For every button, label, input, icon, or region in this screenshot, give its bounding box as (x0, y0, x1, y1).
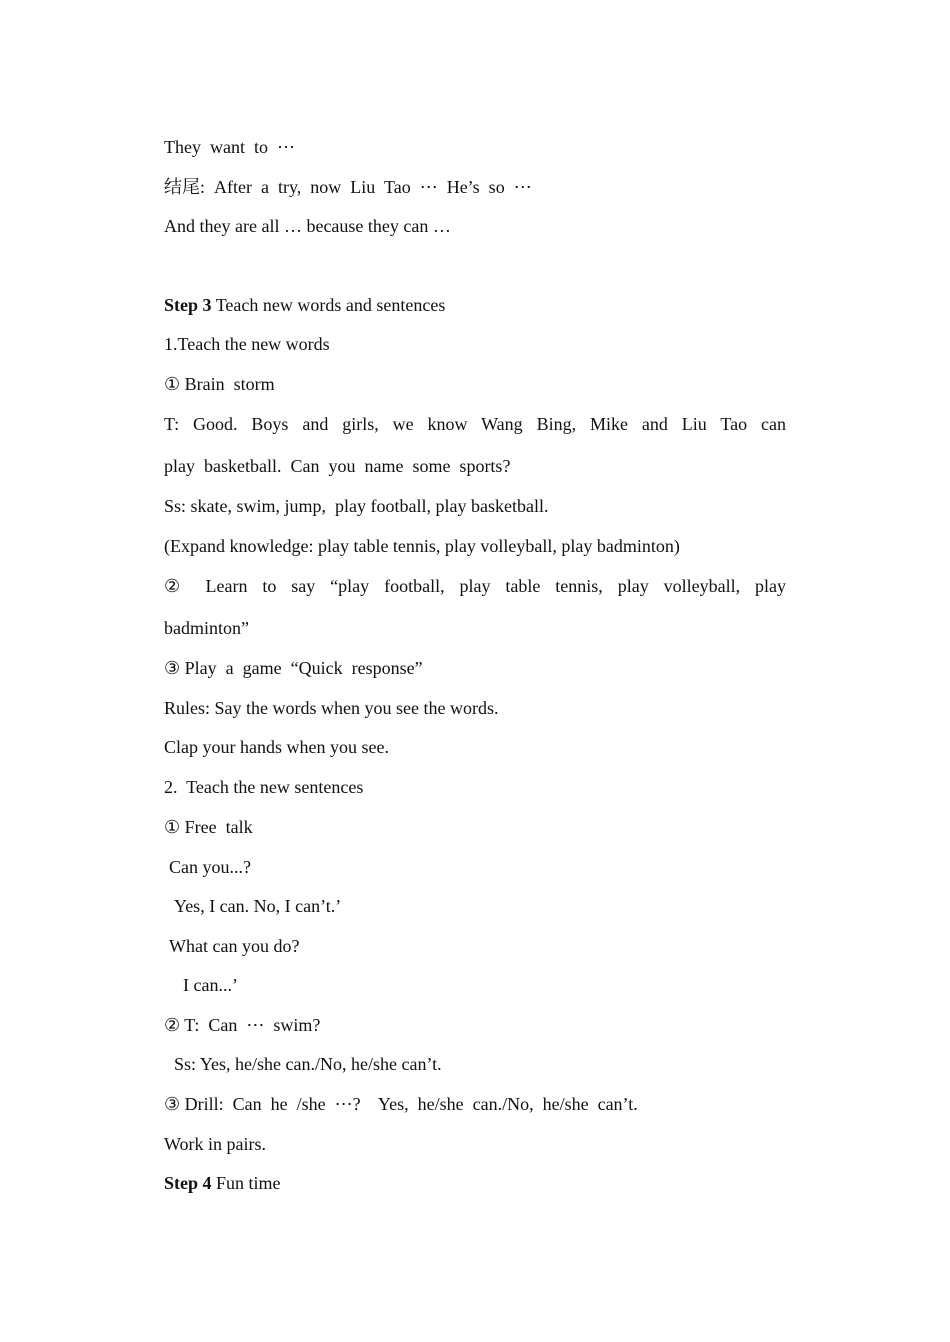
step-heading (164, 294, 445, 316)
text-line: Yes, I can. No, I can’t.’ (174, 896, 342, 916)
text-line: (Expand knowledge: play table tennis, play volleyball, play badminton) (164, 536, 680, 556)
text-line: ① Free talk (164, 817, 253, 837)
text-line: 1.Teach the new words (164, 334, 330, 354)
text-line: Ss: skate, swim, jump, play football, play basketball. (164, 496, 549, 516)
text-line: And they are all … because they can … (164, 216, 451, 236)
step-heading (164, 1172, 281, 1194)
step-label: Step 3 (164, 295, 212, 315)
text-line: Ss: Yes, he/she can./No, he/she can’t. (174, 1054, 442, 1074)
text-line: I can...’ (183, 975, 238, 995)
text-line: ② T: Can ⋯ swim? (164, 1015, 321, 1035)
text-line: ② Learn to say “play football, play table tennis, play volleyball, play (164, 576, 786, 596)
step-title: Fun time (211, 1173, 281, 1193)
text-line: T: Good. Boys and girls, we know Wang Bing, Mike and Liu Tao can (164, 414, 786, 434)
text-line: 结尾: After a try, now Liu Tao ⋯ He’s so ⋯ (164, 177, 532, 197)
text-line: ① Brain storm (164, 374, 275, 394)
text-line: 2. Teach the new sentences (164, 777, 364, 797)
step-title: Teach new words and sentences (211, 295, 446, 315)
text-line: They want to ⋯ (164, 137, 295, 157)
text-line: badminton” (164, 618, 249, 638)
text-line: ③ Play a game “Quick response” (164, 658, 423, 678)
text-line: What can you do? (169, 936, 300, 956)
text-line: Clap your hands when you see. (164, 737, 389, 757)
text-line: Rules: Say the words when you see the words. (164, 698, 499, 718)
text-line: Can you...? (169, 857, 251, 877)
text-line: play basketball. Can you name some sports? (164, 456, 511, 476)
text-line: ③ Drill: Can he /she ⋯? Yes, he/she can./No, he/she can’t. (164, 1094, 638, 1114)
text-line: Work in pairs. (164, 1134, 267, 1154)
step-label: Step 4 (164, 1173, 212, 1193)
